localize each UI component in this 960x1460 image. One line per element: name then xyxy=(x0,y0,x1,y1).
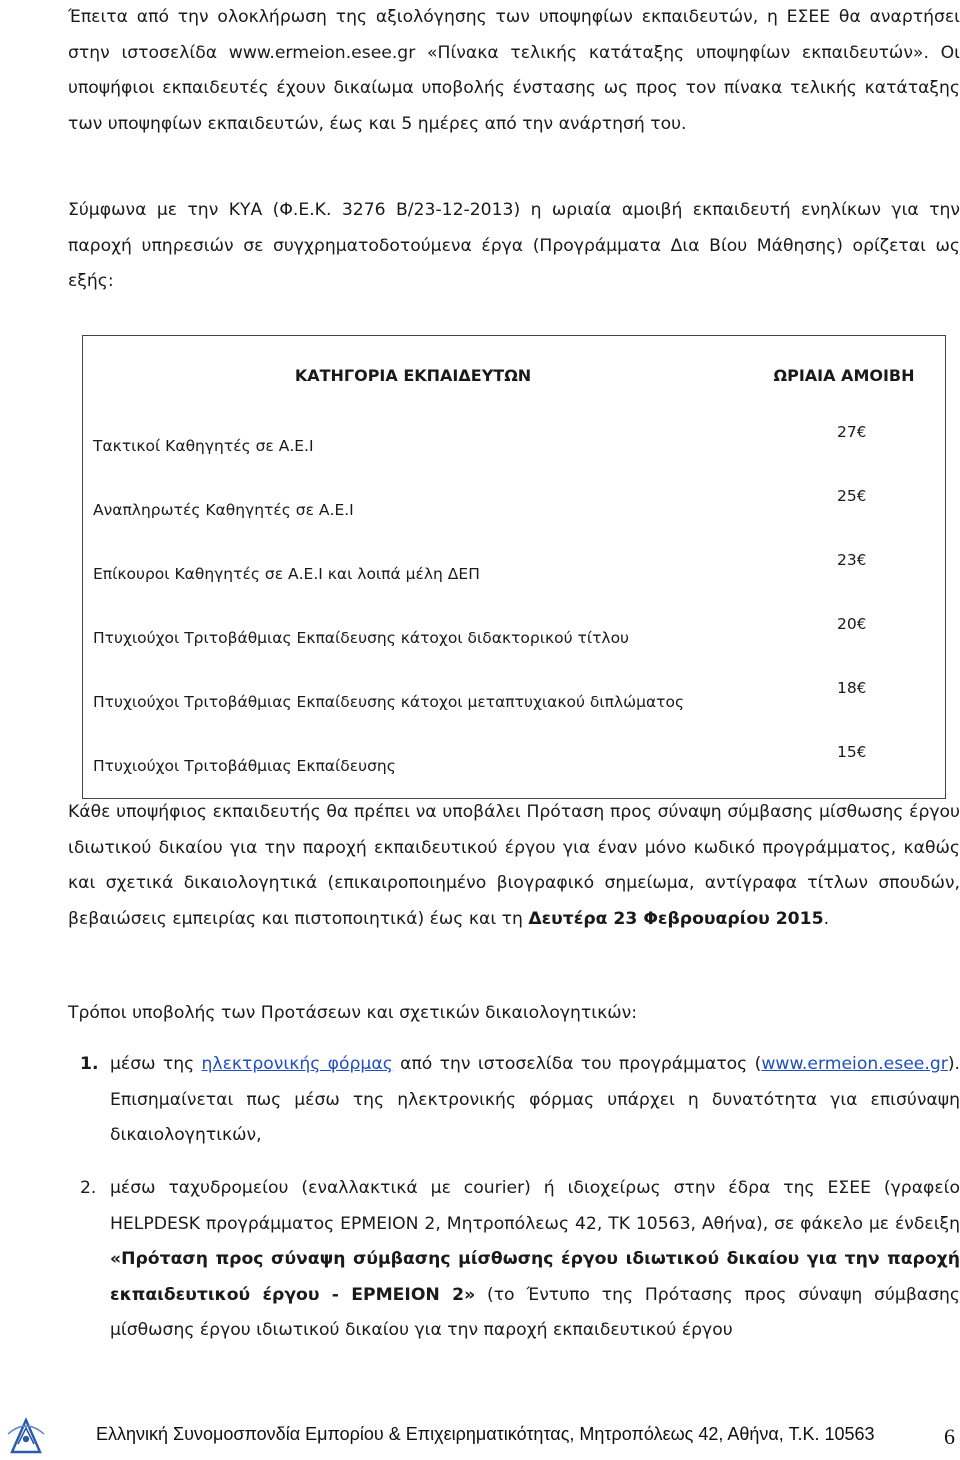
intro-paragraph-1: Έπειτα από την ολοκλήρωση της αξιολόγησης των υποψηφίων εκπαιδευτών, η ΕΣΕΕ θα αναρτήσει στην ιστοσελίδα www.ermeion.esee.gr «Πίνακα τελικής κατάταξης υποψηφίων εκπαιδευτών». Οι υποψήφιοι εκπαιδευτές έχουν δικαίωμα υποβολής ένστασης ως προς τον πίνακα τελικής κατάταξης των υποψηφίων εκπαιδευτών, έως και 5 ημέρες από την ανάρτησή του. xyxy=(68,7,960,134)
row-rate xyxy=(743,670,946,734)
row-rate xyxy=(743,542,946,606)
row-category: Επίκουροι Καθηγητές σε Α.Ε.Ι και λοιπά μέλη ΔΕΠ xyxy=(93,565,480,583)
method-2-number: 2. xyxy=(80,1178,97,1198)
row-category: Πτυχιούχοι Τριτοβάθμιας Εκπαίδευσης xyxy=(93,757,396,775)
table-row xyxy=(83,670,946,734)
page-footer xyxy=(0,1410,960,1460)
row-rate xyxy=(743,606,946,670)
electronic-form-link[interactable]: ηλεκτρονικής φόρμας xyxy=(201,1054,393,1074)
method-2-text xyxy=(110,1171,960,1349)
table-row xyxy=(83,542,946,606)
submission-text: Κάθε υποψήφιος εκπαιδευτής θα πρέπει να υποβάλει Πρόταση προς σύναψη σύμβασης μίσθωσης έργου ιδιωτικού δικαίου για την παροχή εκπαιδευτικού έργου για έναν μόνο κωδικό προγράμματος, καθώς και σχετικά δικαιολογητικά (επικαιροποιημένο βιογραφικό σημείωμα, αντίγραφα τίτλων σπουδών, βεβαιώσεις εμπειρίας και πιστοποιητικά) έως και τη xyxy=(68,802,960,929)
row-rate xyxy=(743,414,946,478)
method-1-text xyxy=(110,1047,960,1154)
row-category: Πτυχιούχοι Τριτοβάθμιας Εκπαίδευσης κάτοχοι μεταπτυχιακού διπλώματος xyxy=(93,693,685,711)
footer-organization: Ελληνική Συνομοσπονδία Εμπορίου & Επιχειρηματικότητας, Μητροπόλεως 42, Αθήνα, Τ.Κ. 10563 xyxy=(96,1424,875,1444)
rate-value: 25 xyxy=(837,487,857,505)
rate-value: 20 xyxy=(837,615,857,633)
euro-symbol: € xyxy=(856,743,867,761)
euro-symbol: € xyxy=(856,551,867,569)
table-row xyxy=(83,606,946,670)
rate-value: 23 xyxy=(837,551,857,569)
row-rate xyxy=(743,478,946,542)
submission-paragraph xyxy=(68,795,960,937)
table-row xyxy=(83,414,946,478)
euro-symbol: € xyxy=(856,679,867,697)
table-header-row xyxy=(83,336,946,415)
row-category: Τακτικοί Καθηγητές σε Α.Ε.Ι xyxy=(93,437,314,455)
method-1-intro: μέσω της xyxy=(110,1054,202,1074)
euro-symbol: € xyxy=(856,615,867,633)
rate-value: 18 xyxy=(837,679,857,697)
methods-heading: Τρόποι υποβολής των Προτάσεων και σχετικών δικαιολογητικών: xyxy=(68,1003,638,1023)
method-1-middle: από την ιστοσελίδα του προγράμματος ( xyxy=(392,1054,762,1074)
program-website-link[interactable]: www.ermeion.esee.gr xyxy=(761,1054,948,1074)
method-2-rest: (το Έντυπο της Πρότασης προς σύναψη σύμβασης μίσθωσης έργου ιδιωτικού δικαίου για την παροχή εκπαιδευτικού έργου xyxy=(110,1284,960,1340)
table-row xyxy=(83,478,946,542)
header-category: ΚΑΤΗΓΟΡΙΑ ΕΚΠΑΙΔΕΥΤΩΝ xyxy=(294,365,532,385)
page-number: 6 xyxy=(944,1424,955,1449)
euro-symbol: € xyxy=(856,423,867,441)
rate-value: 15 xyxy=(837,743,857,761)
intro-paragraph-2: Σύμφωνα με την ΚΥΑ (Φ.Ε.Κ. 3276 Β/23-12-2013) η ωριαία αμοιβή εκπαιδευτή ενηλίκων για την παροχή υπηρεσιών σε συγχρηματοδοτούμενα έργα (Προγράμματα Δια Βίου Μάθησης) ορίζεται ως εξής: xyxy=(68,200,960,291)
euro-symbol: € xyxy=(856,487,867,505)
hourly-rates-table xyxy=(82,335,946,799)
envelope-label: «Πρόταση προς σύναψη σύμβασης μίσθωσης έργου ιδιωτικού δικαίου για την παροχή εκπαιδευτικού έργου - ΕΡΜΕΙΟΝ 2» xyxy=(110,1249,960,1305)
method-1-number: 1. xyxy=(80,1054,99,1074)
method-1-rest: ). Επισημαίνεται πως μέσω της ηλεκτρονικής φόρμας υπάρχει η δυνατότητα για επισύναψη δικαιολογητικών, xyxy=(110,1054,960,1145)
row-rate xyxy=(743,734,946,799)
esee-logo-icon xyxy=(6,1412,86,1456)
row-category: Αναπληρωτές Καθηγητές σε Α.Ε.Ι xyxy=(93,501,354,519)
method-2-intro: μέσω ταχυδρομείου (εναλλακτικά με courier) ή ιδιοχείρως στην έδρα της ΕΣΕΕ (γραφείο HELPDESK προγράμματος ΕΡΜΕΙΟΝ 2, Μητροπόλεως 42, ΤΚ 10563, Αθήνα), σε φάκελο με ένδειξη xyxy=(110,1178,960,1234)
header-rate: ΩΡΙΑΙΑ ΑΜΟΙΒΗ xyxy=(773,365,915,385)
deadline-date: Δευτέρα 23 Φεβρουαρίου 2015 xyxy=(528,908,824,929)
rate-value: 27 xyxy=(837,423,857,441)
deadline-end: . xyxy=(823,908,830,929)
row-category: Πτυχιούχοι Τριτοβάθμιας Εκπαίδευσης κάτοχοι διδακτορικού τίτλου xyxy=(93,629,630,647)
table-row xyxy=(83,734,946,799)
